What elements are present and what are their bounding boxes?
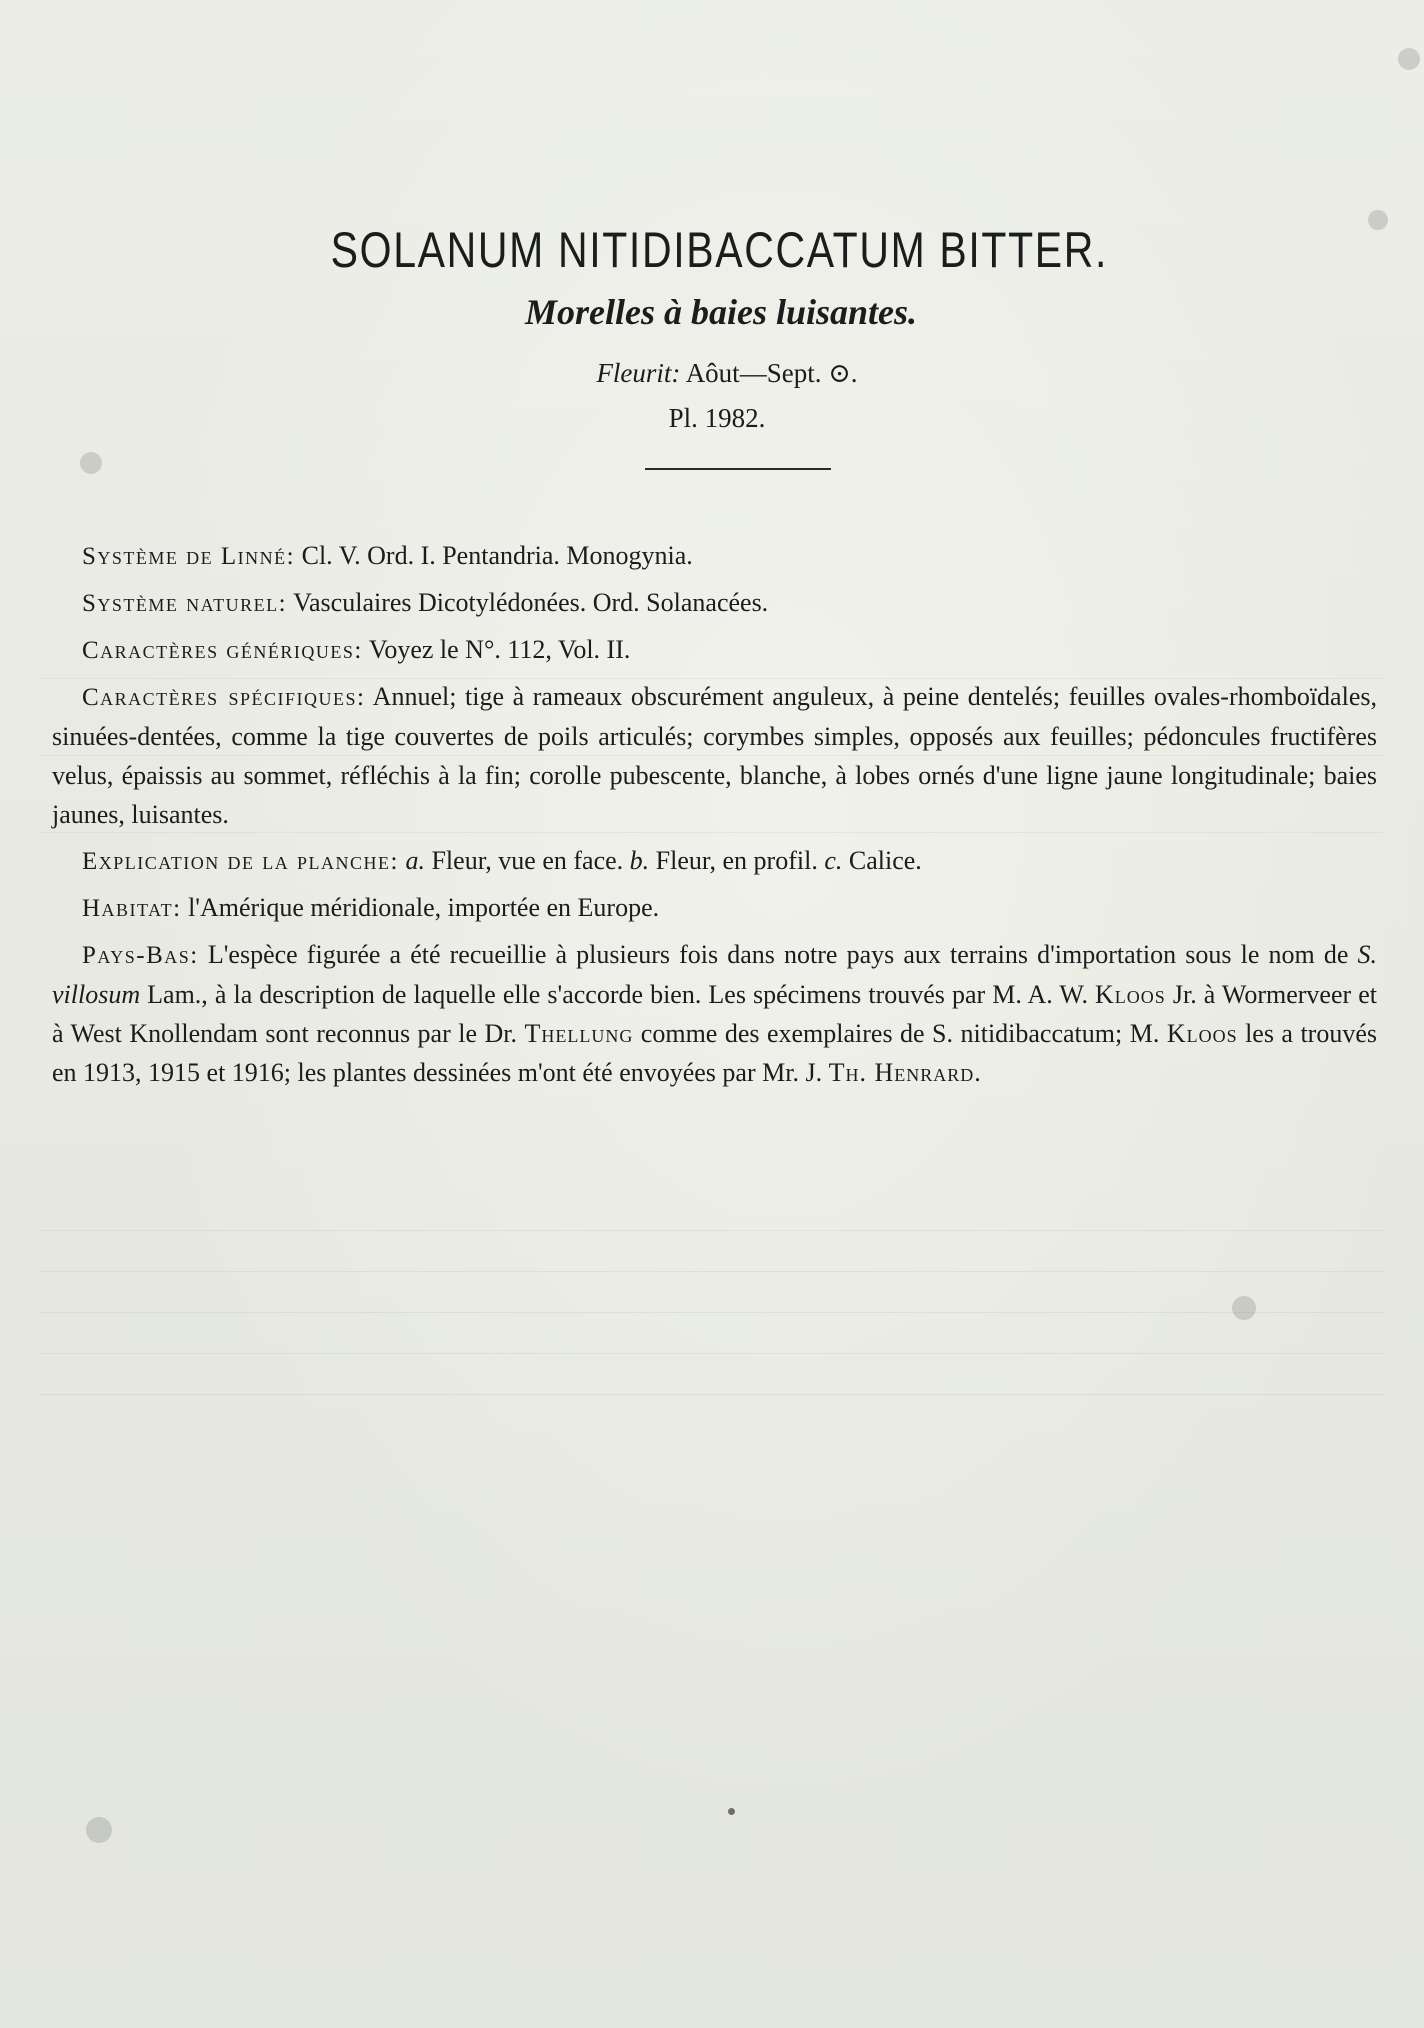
label-habitat: Habitat:	[82, 895, 182, 922]
page-subtitle: Morelles à baies luisantes.	[524, 292, 918, 332]
paper-spot	[1232, 1296, 1256, 1320]
separator-rule	[645, 468, 831, 470]
text-pays-bas-2: Lam., à la description de laquelle elle s'accorde bien. Les spécimens trouvés par M. A. W.	[140, 980, 1096, 1009]
person-kloos: Kloos	[1095, 980, 1166, 1009]
text-specifiques: Annuel; tige à rameaux obscurément anguleux, à peine dentelés; feuilles ovales-rhomboïdales, sinuées-dentées, comme la tige couvertes de poils articulés; corymbes simples, opposés aux feuilles; pédoncules fructifères velus, épaissis au sommet, réfléchis à la fin; corolle pubescente, blanche, à lobes ornés d'une ligne jaune longitudinale; baies jaunes, luisantes.	[52, 682, 1377, 829]
flowering-line	[0, 356, 1424, 390]
title-block	[0, 210, 1424, 470]
label-pays-bas: Pays-Bas:	[82, 942, 199, 969]
paragraph-pays-bas	[52, 935, 1377, 1092]
person-kloos: Kloos	[1166, 1019, 1238, 1048]
label-naturel: Système naturel:	[82, 590, 288, 617]
label-generiques: Caractères génériques:	[82, 637, 363, 664]
text-pays-bas-3: Jr. à Wormerveer et à West Knollendam sont reconnus par le Dr.	[52, 980, 1377, 1048]
letter-a: a.	[405, 846, 425, 875]
species-name: S. villosum	[52, 940, 1377, 1009]
person-thellung: Thellung	[524, 1019, 634, 1048]
label-explication: Explication de la planche:	[82, 848, 399, 875]
flowering-label: Fleurit:	[596, 358, 681, 388]
paragraph-naturel	[52, 583, 1377, 623]
label-linne: Système de Linné:	[82, 543, 296, 570]
letter-c: c.	[824, 846, 843, 875]
page-title: SOLANUM NITIDIBACCATUM BITTER.	[330, 222, 1109, 278]
bleed-through-texture	[40, 1200, 1384, 1405]
letter-b: b.	[629, 846, 650, 875]
description-body	[52, 536, 1377, 1099]
label-specifiques: Caractères spécifiques:	[82, 684, 366, 711]
paper-spot	[1398, 48, 1420, 70]
text-naturel: Vasculaires Dicotylédonées. Ord. Solanacées.	[287, 588, 769, 617]
paper-spot	[86, 1817, 112, 1843]
paper-spot	[728, 1808, 735, 1815]
text-pays-bas-6: .	[974, 1058, 981, 1087]
paragraph-specifiques	[52, 677, 1377, 834]
text-pays-bas-1: L'espèce figurée a été recueillie à plusieurs fois dans notre pays aux terrains d'importation sous le nom de	[198, 940, 1358, 969]
paragraph-linne	[52, 536, 1377, 576]
text-pays-bas-4: comme des exemplaires de S. nitidibaccatum; M.	[633, 1019, 1167, 1048]
text-explication-c: Calice.	[842, 846, 922, 875]
text-explication-a: Fleur, vue en face.	[424, 846, 630, 875]
paragraph-habitat	[52, 888, 1377, 928]
text-explication-b: Fleur, en profil.	[649, 846, 825, 875]
text-linne: Cl. V. Ord. I. Pentandria. Monogynia.	[295, 541, 693, 570]
paragraph-explication	[52, 841, 1377, 881]
text-generiques: Voyez le N°. 112, Vol. II.	[362, 635, 631, 664]
paragraph-generiques	[52, 630, 1377, 670]
text-habitat: l'Amérique méridionale, importée en Europe.	[181, 893, 660, 922]
person-henrard: Th. Henrard	[828, 1058, 975, 1087]
text-pays-bas-5: les a trouvés en 1913, 1915 et 1916; les plantes dessinées m'ont été envoyées par Mr. J.	[52, 1019, 1377, 1087]
flowering-value: Aôut—Sept. ⊙.	[685, 358, 858, 388]
plate-number: Pl. 1982.	[668, 403, 766, 433]
